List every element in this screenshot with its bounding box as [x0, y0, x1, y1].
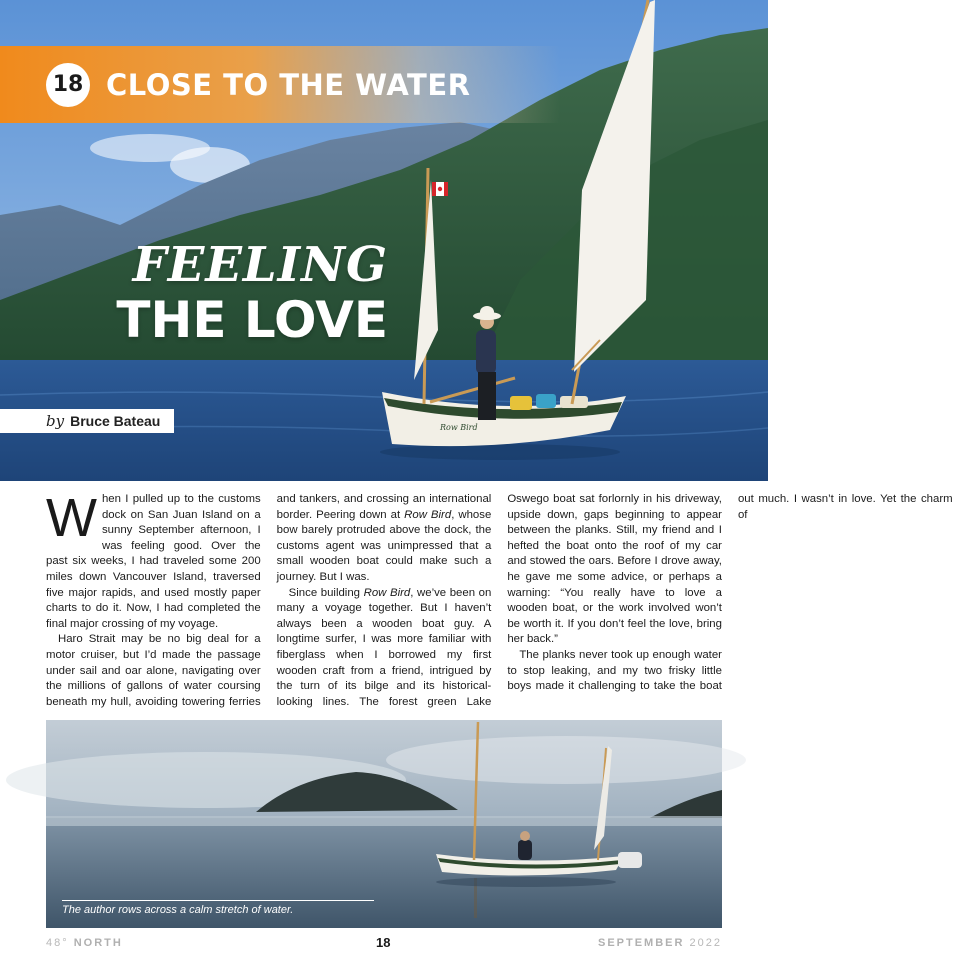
paragraph-3-text-b: , we’ve been on many a voyage together. But I haven’t always been a wooden boat guy. A longtime surfer, I was more familiar with fiberglass when I borrowed my first wooden craft from a friend, intrigued by the turn of its bilge and its historical-looking lines. The forest green Lake Oswego boat sat forlornly in his driveway, upside down, gaps beginning to appear between the planks. Still, my friend and I hefted the boat onto the roof of my car and stowed the oars. Before I drove away, he gave me some advice, or perhaps a warning: “You really have to love a wooden boat, or the work involved won’t be worth it. If you don’t feel the love, bring her back.”: [276, 493, 722, 708]
article-body: [46, 488, 953, 714]
issue-date: [598, 937, 722, 949]
section-number-badge: 18: [46, 63, 90, 107]
page-number: 18: [376, 935, 391, 950]
misty-water-illustration: [46, 720, 722, 928]
caption-rule: [62, 900, 374, 901]
byline-author: Bruce Bateau: [70, 413, 161, 429]
paragraph-4: The planks never took up enough water to stop leaking, and my two frisky little boys made it challenging to take the boat out much. I wasn’t in love. Yet the charm of: [507, 493, 953, 693]
photo-caption: The author rows across a calm stretch of water.: [62, 904, 294, 916]
section-title: CLOSE TO THE WATER: [106, 67, 471, 102]
magazine-name: [46, 937, 123, 949]
paragraph-1-text: hen I pulled up to the customs dock on San Juan Island on a sunny September afternoon, I was feeling good. Over the past six weeks, I had traveled some 200 miles down Vancouver Island, traversed five major rapids, and used mostly paper charts to do it. Now, I had completed the final major crossing of my voyage.: [46, 493, 261, 630]
byline: [0, 409, 174, 433]
hero-photo: [0, 0, 768, 481]
paragraph-3-text-a: Since building: [288, 586, 364, 599]
boat-name-italic: Row Bird: [363, 586, 411, 599]
byline-prefix: by: [46, 412, 65, 430]
paragraph-2-text-b: , whose bow barely protruded above the dock, the customs agent was unimpressed that a small wooden boat could make such a journey. But I was.: [276, 508, 492, 583]
secondary-photo: [46, 720, 722, 928]
headline-line-2: THE LOVE: [116, 291, 388, 349]
page-footer: [46, 935, 722, 953]
magazine-name-degree: 48°: [46, 937, 69, 949]
section-banner: [0, 46, 560, 123]
paragraph-1: [46, 488, 261, 632]
issue-month: SEPTEMBER: [597, 937, 685, 949]
issue-year: 2022: [689, 937, 722, 949]
magazine-name-word: NORTH: [73, 937, 123, 949]
boat-name-italic: Row Bird: [404, 508, 452, 521]
boat-name-text: Row Bird: [440, 423, 478, 432]
article-headline: [88, 238, 388, 348]
paragraph-2-text-a: Haro Strait may be no big deal for a motor cruiser, but I’d made the passage under sail and oar alone, navigating over the millions of gallons of water coursing beneath my hull, avoiding towering ferries and tankers, and crossing an international border. Peering down at: [46, 493, 492, 708]
drop-cap: W: [46, 488, 97, 548]
headline-line-1: FEELING: [132, 237, 388, 293]
